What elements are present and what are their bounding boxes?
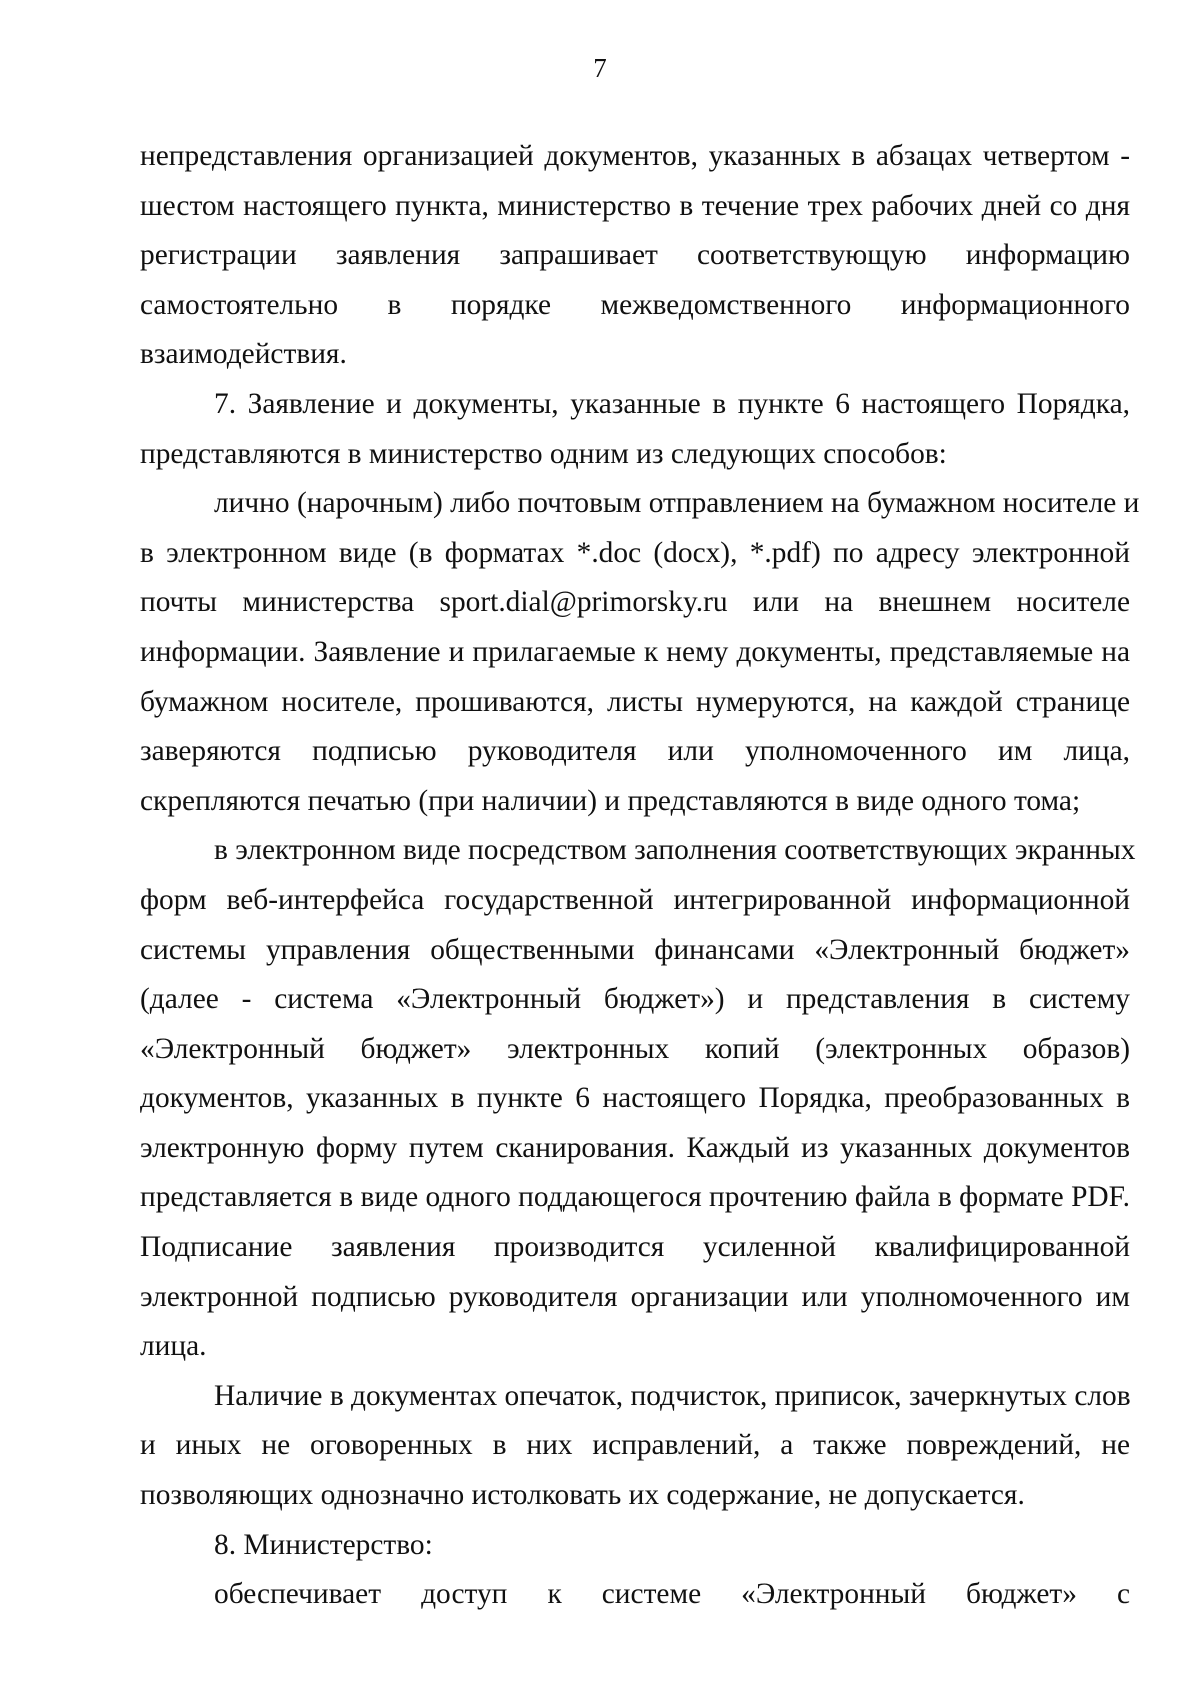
document-line: непредставления организацией документов, указанных в абзацах четвертом - xyxy=(140,140,1130,172)
document-line: форм веб-интерфейса государственной интегрированной информационной xyxy=(140,883,1130,916)
document-line: представляется в виде одного поддающегося прочтению файла в формате PDF. xyxy=(140,1181,1130,1214)
document-line: Наличие в документах опечаток, подчисток, приписок, зачеркнутых слов xyxy=(214,1379,1131,1412)
document-line: лица. xyxy=(140,1330,207,1363)
document-line: позволяющих однозначно истолковать их содержание, не допускается. xyxy=(140,1479,1025,1512)
document-line: (далее - система «Электронный бюджет») и представления в систему xyxy=(140,983,1130,1016)
document-line: заверяются подписью руководителя или уполномоченного им лица, xyxy=(140,735,1130,768)
document-line: электронную форму путем сканирования. Каждый из указанных документов xyxy=(140,1131,1130,1164)
document-line: и иных не оговоренных в них исправлений, а также повреждений, не xyxy=(140,1429,1130,1462)
document-line: взаимодействия. xyxy=(140,338,347,371)
document-line: Подписание заявления производится усиленной квалифицированной xyxy=(140,1231,1130,1264)
document-line: системы управления общественными финансами «Электронный бюджет» xyxy=(140,933,1130,966)
document-line: электронной подписью руководителя организации или уполномоченного им xyxy=(140,1280,1130,1313)
document-line: регистрации заявления запрашивает соответствующую информацию xyxy=(140,239,1130,272)
document-line: представляются в министерство одним из следующих способов: xyxy=(140,437,947,470)
document-line: в электронном виде посредством заполнения соответствующих экранных xyxy=(214,834,1136,867)
document-line: 8. Министерство: xyxy=(214,1528,433,1561)
document-line: 7. Заявление и документы, указанные в пункте 6 настоящего Порядка, xyxy=(214,387,1130,420)
document-body xyxy=(140,132,1140,1620)
document-line: обеспечивает доступ к системе «Электронный бюджет» с xyxy=(214,1578,1130,1611)
document-line: шестом настоящего пункта, министерство в течение трех рабочих дней со дня xyxy=(140,189,1130,222)
document-line: информации. Заявление и прилагаемые к нему документы, представляемые на xyxy=(140,635,1130,668)
page-number: 7 xyxy=(593,53,607,83)
document-line: в электронном виде (в форматах *.doc (docx), *.pdf) по адресу электронной xyxy=(140,536,1130,569)
document-line: скрепляются печатью (при наличии) и представляются в виде одного тома; xyxy=(140,784,1081,817)
document-line: почты министерства sport.dial@primorsky.ru или на внешнем носителе xyxy=(140,586,1130,619)
document-line: бумажном носителе, прошиваются, листы нумеруются, на каждой странице xyxy=(140,685,1130,718)
document-line: «Электронный бюджет» электронных копий (электронных образов) xyxy=(140,1032,1130,1065)
document-line: самостоятельно в порядке межведомственного информационного xyxy=(140,288,1130,321)
document-line: лично (нарочным) либо почтовым отправлением на бумажном носителе и xyxy=(214,487,1140,520)
document-line: документов, указанных в пункте 6 настоящего Порядка, преобразованных в xyxy=(140,1082,1130,1115)
